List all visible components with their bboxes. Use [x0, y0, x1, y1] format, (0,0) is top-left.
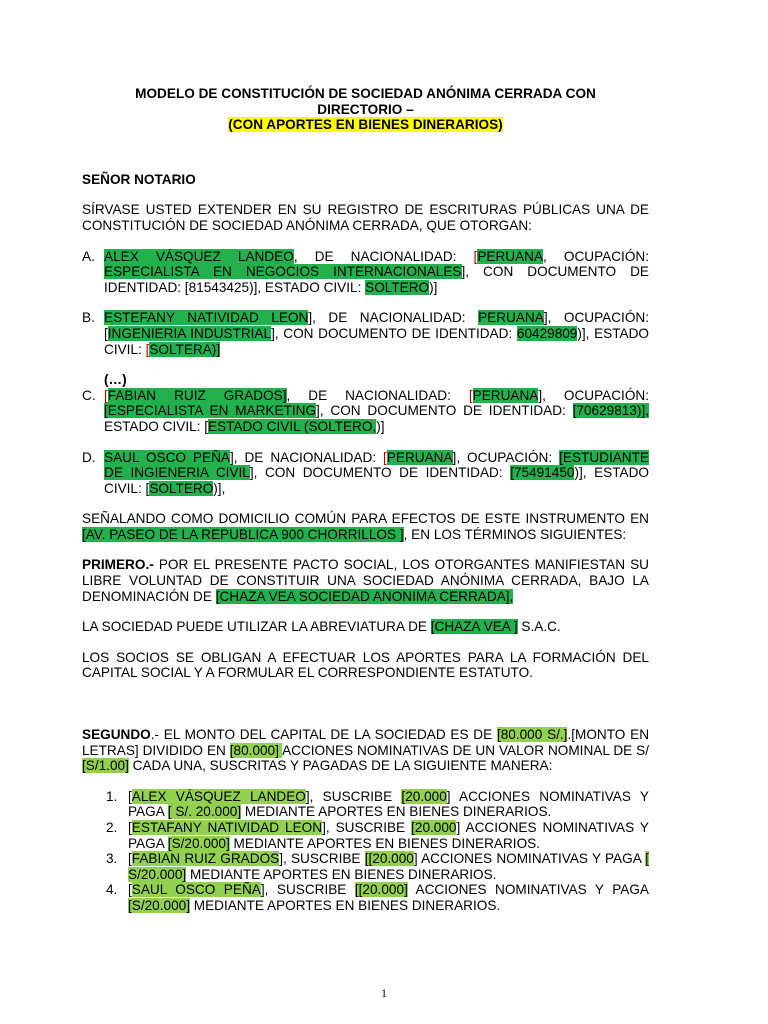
text-run: .[MONTO EN LETRAS] DIVIDIDO EN	[82, 727, 650, 758]
party-b-text: ESTEFANY NATIVIDAD LEON], DE NACIONALIDAD: PERUANA], OCUPACIÓN: [INGENIERIA INDUSTRIAL], CON DOCUMENTO DE IDENTIDAD: 60429809)], ESTADO CIVIL: [SOLTERA)]	[104, 310, 649, 357]
text-run: , DE NACIONALIDAD:	[286, 387, 469, 403]
text-run: ] ACCIONES NOMINATIVAS Y PAGA	[128, 820, 649, 851]
company-name: [CHAZA VEA SOCIEDAD ANONIMA CERRADA],	[215, 588, 514, 604]
text-run: [	[128, 820, 132, 835]
intro-paragraph: SÍRVASE USTED EXTENDER EN SU REGISTRO DE ESCRITURAS PÚBLICAS UNA DE CONSTITUCIÓN DE SOCIEDAD ANÓNIMA CERRADA, QUE OTORGAN:	[82, 202, 649, 233]
allocation-shares: [20.000	[401, 788, 447, 804]
party-d-label: D.	[82, 449, 96, 465]
allocation-text	[128, 882, 649, 913]
text-run: [	[128, 788, 132, 804]
text-run: ], SUSCRIBE	[305, 788, 402, 804]
text-run: ], CON DOCUMENTO DE IDENTIDAD:	[249, 465, 511, 481]
party-b-name: ESTEFANY NATIVIDAD LEON	[104, 310, 309, 326]
text-run: ], CON DOCUMENTO DE IDENTIDAD:	[316, 403, 573, 419]
text-run: MEDIANTE APORTES EN BIENES DINERARIOS.	[229, 835, 540, 851]
text-run: )]	[429, 279, 438, 295]
text-run: LA SOCIEDAD PUEDE UTILIZAR LA ABREVIATURA DE	[82, 619, 431, 635]
allocation-item	[82, 789, 649, 820]
party-c-nationality: PERUANA	[472, 387, 539, 403]
text-run: ], SUSCRIBE	[279, 851, 365, 867]
text-run: ], OCUPACIÓN: [	[104, 310, 649, 341]
text-run: ACCIONES NOMINATIVAS DE UN VALOR NOMINAL DE S/	[282, 742, 649, 758]
text-run: ], SUSCRIBE	[260, 882, 355, 898]
text-run: ], SUSCRIBE	[322, 820, 412, 835]
party-c-civil: ESTADO CIVIL (SOLTERO,	[208, 418, 377, 434]
text-run: 4.	[106, 882, 118, 898]
allocation-payment: [ S/. 20.000]	[167, 804, 242, 820]
allocation-text	[128, 789, 649, 820]
text-run: [	[128, 851, 132, 867]
text-run: CADA UNA, SUSCRITAS Y PAGADAS DE LA SIGUIENTE MANERA:	[128, 758, 553, 774]
list-number	[82, 851, 128, 882]
text-run: ] ACCIONES NOMINATIVAS Y PAGA	[413, 851, 646, 867]
party-a-label: A.	[82, 248, 95, 264]
document-page	[82, 86, 649, 914]
allocation-shares: [20.000	[411, 820, 457, 835]
text-run: MEDIANTE APORTES EN BIENES DINERARIOS.	[241, 804, 552, 820]
allocation-text	[128, 851, 649, 882]
text-run: POR EL PRESENTE PACTO SOCIAL, LOS OTORGANTES MANIFIESTAN SU LIBRE VOLUNTAD DE CONSTITUIR UNA SOCIEDAD ANÓNIMA CERRADA, BAJO LA DENOMINACIÓN DE	[82, 557, 649, 604]
salutation: SEÑOR NOTARIO	[82, 171, 196, 187]
text-run: SEÑALANDO COMO DOMICILIO COMÚN PARA EFECTOS DE ESTE INSTRUMENTO EN	[82, 511, 649, 527]
party-a	[82, 249, 649, 296]
text-run: )], ESTADO CIVIL: [	[104, 465, 649, 496]
primero-paragraph	[82, 557, 649, 604]
party-c-occupation: [ESPECIALISTA EN MARKETING	[104, 403, 317, 419]
ellipsis: (…)	[104, 372, 127, 388]
party-b-civil: SOLTERA)]	[149, 341, 221, 357]
text-run: ], OCUPACIÓN:	[538, 387, 649, 403]
text-run: )], ESTADO CIVIL:	[104, 325, 649, 357]
party-b-label: B.	[82, 310, 95, 326]
text-run: MEDIANTE APORTES EN BIENES DINERARIOS.	[186, 866, 497, 882]
partners-paragraph: LOS SOCIOS SE OBLIGAN A EFECTUAR LOS APORTES PARA LA FORMACIÓN DEL CAPITAL SOCIAL Y A FORMULAR EL CORRESPONDIENTE ESTATUTO.	[82, 649, 649, 681]
text-run: ] ACCIONES NOMINATIVAS Y PAGA	[128, 788, 649, 820]
party-d	[82, 450, 649, 497]
party-b-occupation: INGENIERIA INDUSTRIAL	[107, 325, 272, 341]
text-run: ACCIONES NOMINATIVAS Y PAGA	[407, 882, 650, 898]
text-run: 1.	[106, 788, 118, 804]
list-number	[82, 789, 128, 820]
text-run: , OCUPACIÓN:	[543, 248, 649, 264]
allocation-payment: [ S/20.000]	[128, 851, 650, 882]
allocation-payment: [S/20.000]	[167, 835, 230, 851]
party-c	[82, 388, 649, 435]
text-run: )],	[213, 480, 226, 496]
text-run: 2.	[106, 820, 118, 835]
list-number	[82, 820, 128, 851]
text-run: ESTADO CIVIL: [	[104, 418, 208, 434]
party-b-nationality: PERUANA	[478, 310, 544, 326]
document-title	[82, 86, 649, 133]
allocation-shares: [[20.000	[364, 851, 414, 867]
allocation-item	[82, 820, 649, 851]
party-c-label: C.	[82, 387, 96, 403]
title-line-1: MODELO DE CONSTITUCIÓN DE SOCIEDAD ANÓNIMA CERRADA CON	[135, 86, 596, 101]
party-d-occupation: [ESTUDIANTE DE INGIENERIA CIVIL	[104, 449, 649, 481]
segundo-heading: SEGUNDO	[82, 727, 151, 743]
text-run: , DE NACIONALIDAD:	[293, 248, 474, 264]
party-a-text: ALEX VÁSQUEZ LANDEO, DE NACIONALIDAD: [PERUANA, OCUPACIÓN: ESPECIALISTA EN NEGOCIOS INTERNACIONALES], CON DOCUMENTO DE IDENTIDAD: [81543425)], ESTADO CIVIL: SOLTERO)]	[104, 248, 649, 295]
page-number: 1	[381, 986, 387, 1000]
capital-amount: [80.000 S/.]	[496, 727, 568, 743]
primero-heading: PRIMERO.-	[82, 557, 154, 573]
allocation-shares: [[20.000]	[354, 882, 408, 898]
abbreviation-paragraph	[82, 619, 649, 635]
text-run: [	[128, 882, 132, 898]
allocation-item	[82, 851, 649, 882]
text-run: )]	[376, 418, 385, 434]
segundo-paragraph	[82, 727, 649, 774]
allocation-name: ESTAFANY NATIVIDAD LEON	[131, 820, 323, 835]
party-b	[82, 310, 649, 357]
party-d-name: SAUL OSCO PEÑA	[104, 449, 230, 465]
allocation-list	[82, 789, 649, 914]
party-c-text: [FABIAN RUIZ GRADOS], DE NACIONALIDAD: [PERUANA], OCUPACIÓN: [ESPECIALISTA EN MARKETING], CON DOCUMENTO DE IDENTIDAD: [70629813)], ESTADO CIVIL: [ESTADO CIVIL (SOLTERO,)]	[104, 387, 649, 434]
party-a-name: ALEX VÁSQUEZ LANDEO	[104, 248, 294, 264]
allocation-name: ALEX VÁSQUEZ LANDEO	[131, 788, 306, 804]
party-d-text: SAUL OSCO PEÑA], DE NACIONALIDAD: [PERUANA], OCUPACIÓN: [ESTUDIANTE DE INGIENERIA CIVIL], CON DOCUMENTO DE IDENTIDAD: [75491450)], ESTADO CIVIL: [SOLTERO)],	[104, 449, 649, 496]
text-run: 3.	[106, 851, 118, 867]
allocation-text	[128, 820, 649, 851]
text-run: S.A.C.	[517, 619, 561, 635]
allocation-item	[82, 882, 649, 913]
text-run: , EN LOS TÉRMINOS SIGUIENTES:	[403, 526, 627, 542]
party-d-civil: SOLTERO	[149, 480, 214, 496]
title-line-3	[82, 117, 649, 133]
text-run: ], CON DOCUMENTO DE IDENTIDAD: [81543425)], ESTADO CIVIL:	[104, 264, 649, 295]
text-run: ], DE NACIONALIDAD:	[308, 310, 479, 326]
title-highlight: (CON APORTES EN BIENES DINERARIOS)	[228, 117, 503, 133]
text-run: ], CON DOCUMENTO DE IDENTIDAD:	[271, 325, 517, 341]
domicile-address: [AV. PASEO DE LA REPUBLICA 900 CHORRILLOS ]	[82, 526, 404, 542]
share-count: [80.000]	[229, 742, 283, 758]
company-abbreviation: [CHAZA VEA ]	[430, 619, 518, 635]
party-a-civil: SOLTERO	[365, 279, 430, 295]
title-line-2: DIRECTORIO –	[317, 101, 414, 117]
party-c-doc: [70629813)],	[572, 403, 649, 419]
text-run: ], DE NACIONALIDAD:	[229, 449, 384, 465]
allocation-name: SAUL OSCO PEÑA	[131, 882, 261, 898]
nominal-value: [S/1.00]	[82, 758, 129, 774]
domicile-paragraph	[82, 511, 649, 542]
text-run: MEDIANTE APORTES EN BIENES DINERARIOS.	[189, 897, 501, 913]
list-number	[82, 882, 128, 913]
party-b-doc: 60429809	[516, 325, 578, 341]
text-run: ], OCUPACIÓN:	[452, 449, 560, 465]
party-d-nationality: PERUANA	[386, 449, 453, 465]
text-run: .- EL MONTO DEL CAPITAL DE LA SOCIEDAD ES DE	[150, 727, 497, 743]
party-d-doc: [75491450	[510, 465, 575, 481]
party-a-nationality: PERUANA	[477, 248, 544, 264]
party-c-name: FABIAN RUIZ GRADOS]	[107, 387, 287, 403]
allocation-payment: [S/20.000]	[128, 897, 190, 913]
party-a-occupation: ESPECIALISTA EN NEGOCIOS INTERNACIONALES	[104, 264, 462, 280]
allocation-name: FABIAN RUIZ GRADOS	[131, 851, 280, 867]
